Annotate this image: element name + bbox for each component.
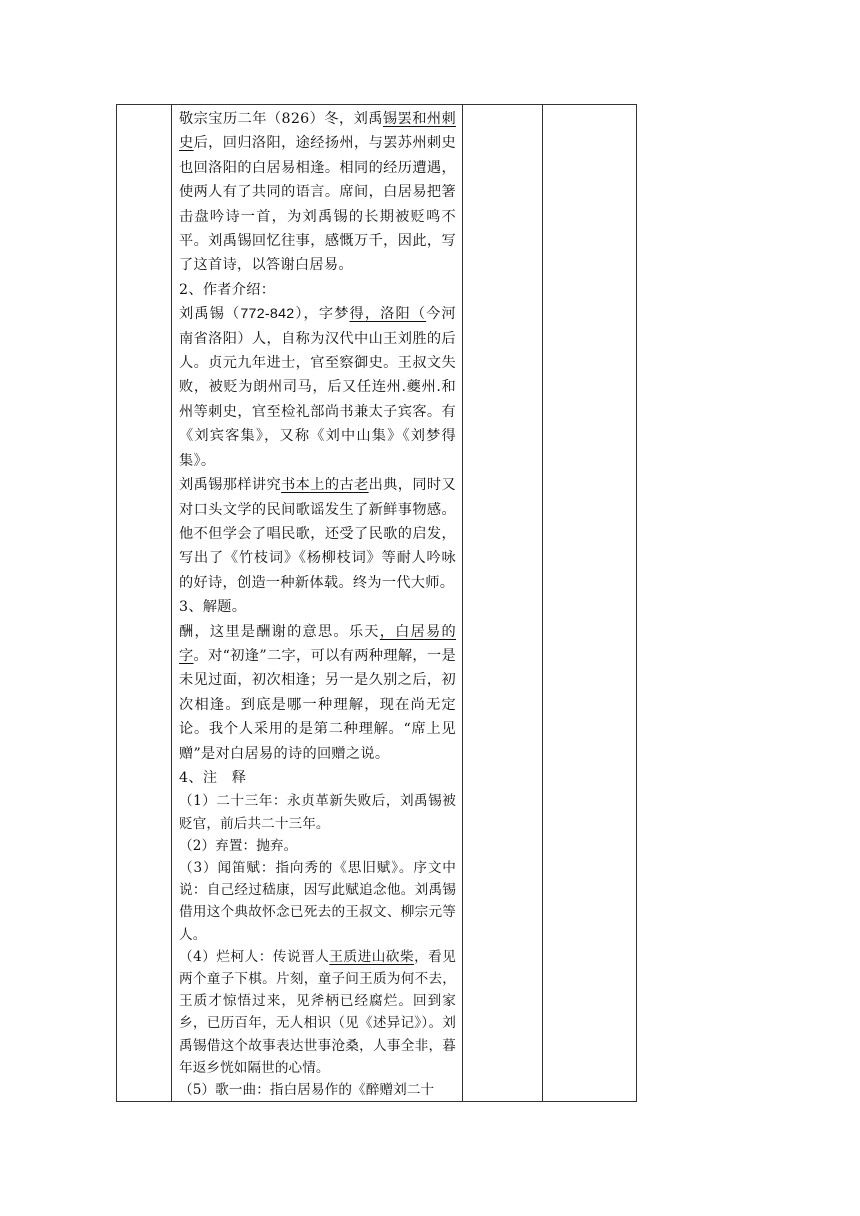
lesson-content	[172, 105, 462, 1101]
intro-text-1: 敬宗宝历二年（826）冬，刘禹	[179, 111, 383, 127]
note-5: （5）歌一曲：指白居易作的《醉赠刘二十	[179, 1082, 435, 1099]
note-1: （1）二十三年：永贞革新失败后，刘禹锡被贬官，前后共二十三年。	[179, 793, 456, 832]
author-text-3: 今河南省洛阳）人，自称为汉代中山王刘胜的后人。贞元九年进士，官至察御史。王叔文失败，被贬为朗州司马，后又任连州.夔州.和州等刺史，官至检礼部尚书兼太子宾客。有《刘宾客集》，又称《刘中山集》《刘梦得集》。	[179, 306, 456, 469]
table-cell-content	[172, 105, 463, 1102]
title-underlined: ，白居易的字	[179, 623, 456, 664]
author-years: 772-842	[240, 306, 295, 323]
title-text-1: 酬，这里是酬谢的意思。乐天	[179, 623, 380, 640]
document-table	[116, 104, 637, 1102]
author2-text-2: 出典，同时又对口头文学的民间歌谣发生了新鲜事物感。他不但学会了唱民歌，还受了民歌的启发，写出了《竹枝词》《杨柳枝词》等耐人吟咏的好诗，创造一种新体载。终为一代大师。	[179, 477, 456, 591]
table-cell-third	[463, 105, 543, 1102]
table-cell-fourth	[543, 105, 637, 1102]
note-4	[179, 946, 456, 1079]
note-4-underlined: 王质进山砍柴	[329, 948, 415, 965]
author-text-2: ），字梦	[294, 306, 350, 323]
title-text-2: 。对“初逢”二字，可以有两种理解，一是未见过面，初次相逢；另一是久别之后，初次相逢。到底是哪一种理解，现在尚无定论。我个人采用的是第二种理解。“席上见赠”是对白居易的诗的回赠之说。	[179, 647, 456, 762]
title-heading: 3、解题。	[179, 599, 247, 616]
note-4-text-1: （4）烂柯人：传说晋人	[179, 948, 330, 965]
author-paragraph	[179, 302, 456, 473]
table-cell-left	[117, 105, 172, 1102]
note-4-text-2: ，看见两个童子下棋。片刻，童子问王质为何不去，王质才惊悟过来，见斧柄已经腐烂。回到家乡，已历百年，无人相识（见《述异记》）。刘禹锡借这个故事表达世事沧桑，人事全非，暮年返乡恍如隔世的心情。	[179, 948, 456, 1076]
title-paragraph	[179, 620, 456, 766]
author-heading: 2、作者介绍：	[179, 281, 276, 298]
intro-paragraph	[179, 107, 456, 278]
author2-underlined: 书本上的古老	[281, 477, 369, 494]
intro-text-2: 后，回归洛阳，途经扬州，与罢苏州刺史也回洛阳的白居易相逢。相同的经历遭遇，使两人有了共同的语言。席间，白居易把箸击盘吟诗一首，为刘禹锡的长期被贬鸣不平。刘禹锡回忆往事，感慨万千，因此，写了这首诗，以答谢白居易。	[179, 135, 456, 274]
notes-heading: 4、注 释	[179, 769, 247, 786]
author-paragraph-2	[179, 473, 456, 595]
intro-underlined: 锡罢和州刺史	[179, 111, 456, 152]
author-underlined: 得，洛阳（	[349, 306, 427, 323]
note-3: （3）闻笛赋：指向秀的《思旧赋》。序文中说：自己经过嵇康，因写此赋追念他。刘禹锡借用这个典故怀念已死去的王叔文、柳宗元等人。	[179, 859, 456, 943]
author2-text-1: 刘禹锡那样讲究	[179, 477, 282, 494]
author-text-1: 刘禹锡（	[179, 306, 241, 323]
note-2: （2）弃置：抛弃。	[179, 837, 298, 854]
